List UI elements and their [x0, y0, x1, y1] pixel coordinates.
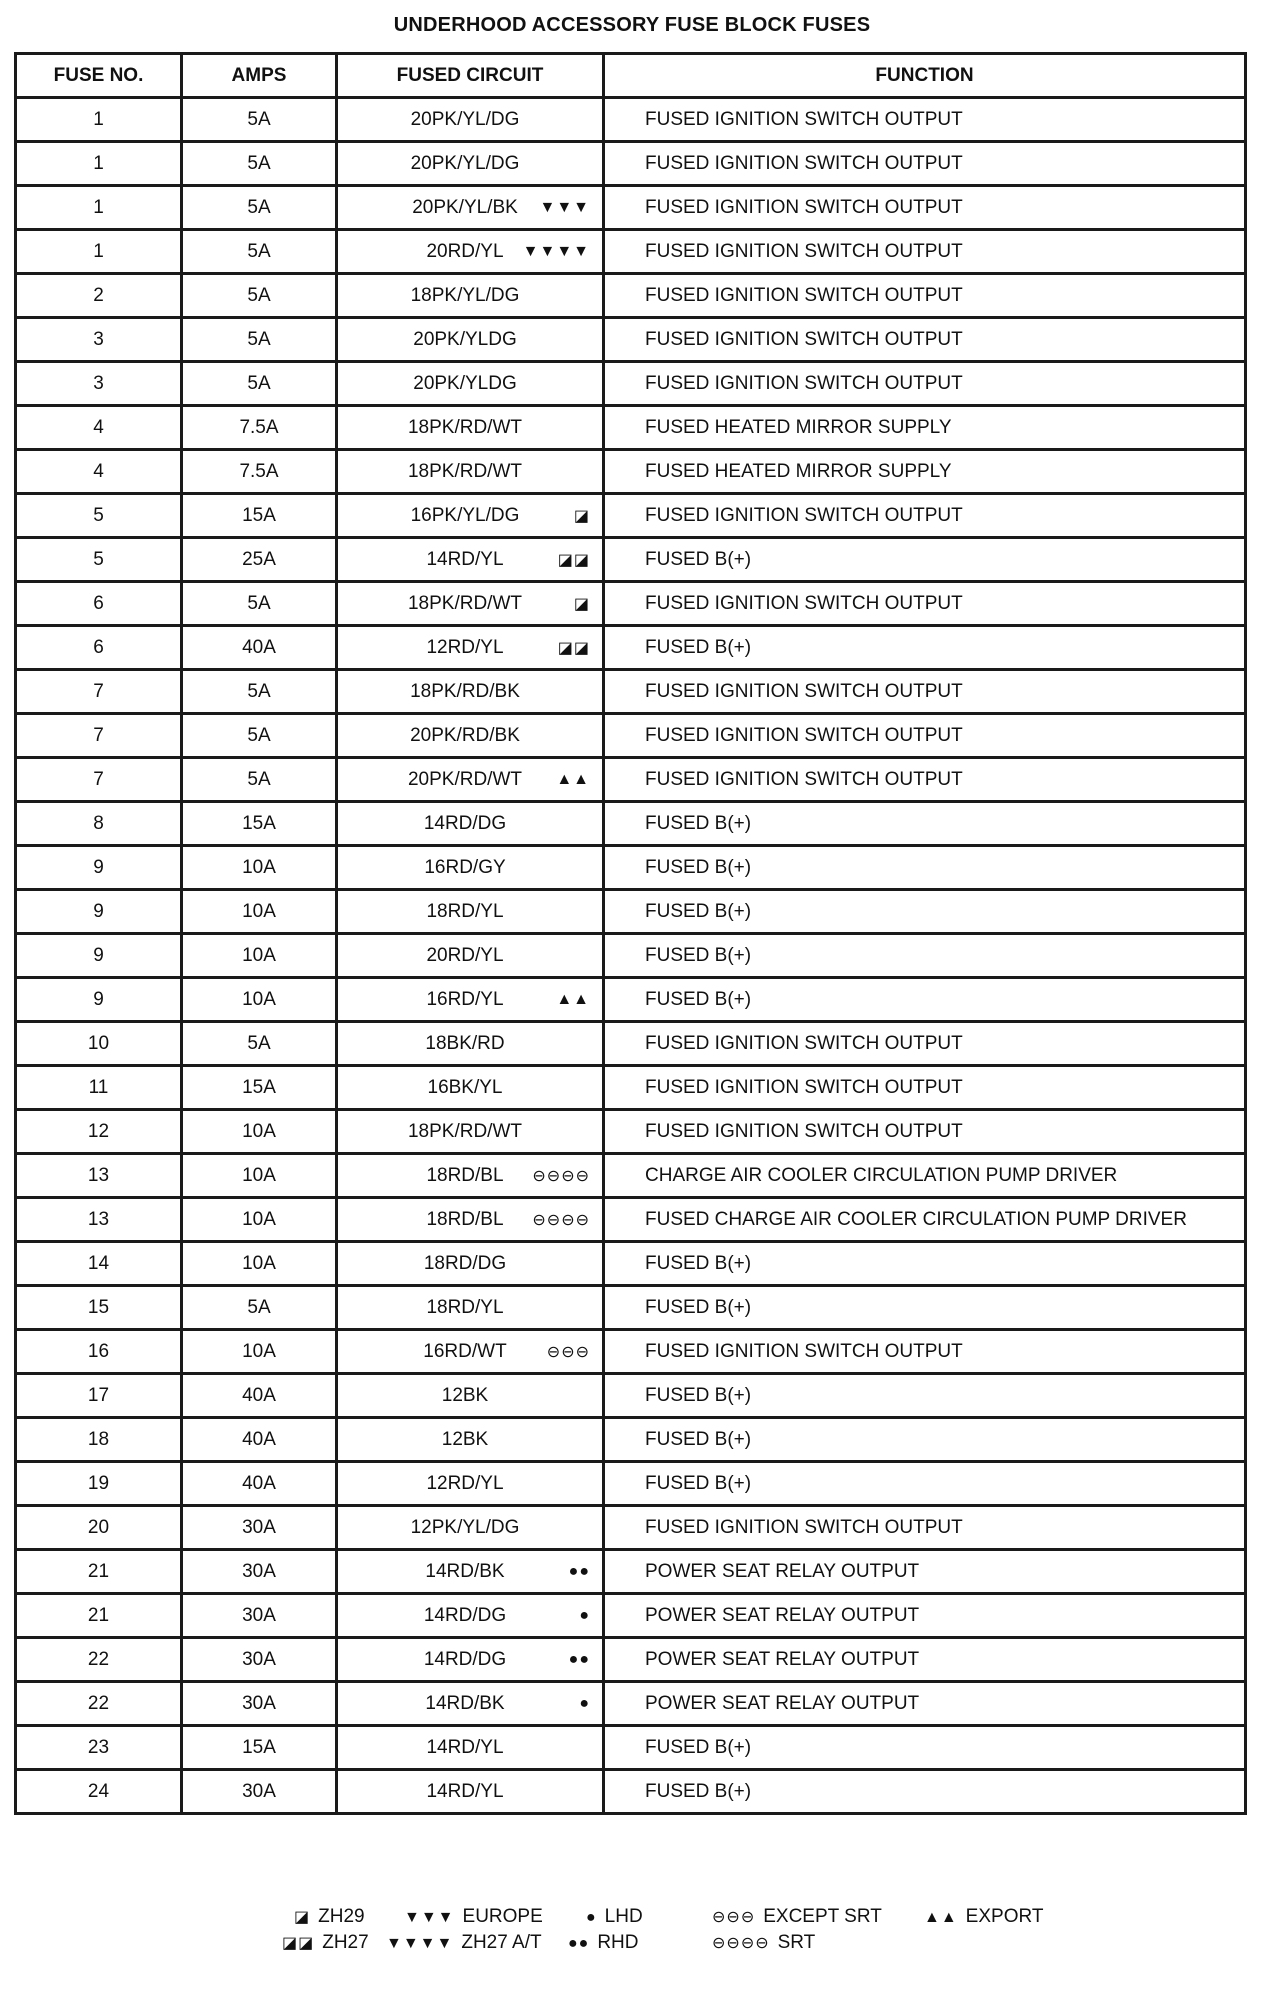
- fuse-number-cell: 11: [16, 1066, 182, 1110]
- fuse-number-cell: 7: [16, 758, 182, 802]
- table-row: [16, 1154, 1246, 1198]
- amps-cell: 10A: [182, 978, 337, 1022]
- table-row: [16, 362, 1246, 406]
- fuse-number-cell: 3: [16, 318, 182, 362]
- legend-symbol-icon: ●: [586, 1909, 597, 1926]
- table-row: [16, 1550, 1246, 1594]
- fuse-number-cell: 4: [16, 406, 182, 450]
- variant-marker-icon: ◪: [573, 595, 590, 613]
- fuse-number-cell: 5: [16, 538, 182, 582]
- fused-circuit-cell: [337, 274, 604, 318]
- fuse-number-cell: 6: [16, 582, 182, 626]
- fused-circuit-text: 12RD/YL: [426, 1472, 504, 1494]
- table-row: [16, 1374, 1246, 1418]
- function-cell: FUSED IGNITION SWITCH OUTPUT: [604, 1110, 1246, 1154]
- function-cell: POWER SEAT RELAY OUTPUT: [604, 1638, 1246, 1682]
- fused-circuit-text: 20PK/YL/DG: [410, 108, 520, 130]
- function-cell: FUSED B(+): [604, 1374, 1246, 1418]
- fused-circuit-text: 20PK/RD/WT: [407, 768, 523, 790]
- fused-circuit-cell: [337, 1066, 604, 1110]
- amps-cell: 5A: [182, 230, 337, 274]
- fused-circuit-cell: [337, 802, 604, 846]
- fuse-number-cell: 22: [16, 1638, 182, 1682]
- fused-circuit-cell: [337, 1154, 604, 1198]
- function-cell: FUSED IGNITION SWITCH OUTPUT: [604, 1506, 1246, 1550]
- fused-circuit-cell: [337, 582, 604, 626]
- function-cell: FUSED IGNITION SWITCH OUTPUT: [604, 1330, 1246, 1374]
- function-cell: FUSED IGNITION SWITCH OUTPUT: [604, 274, 1246, 318]
- legend-label: ZH29: [318, 1906, 365, 1927]
- fuse-number-cell: 20: [16, 1506, 182, 1550]
- header-function: FUNCTION: [604, 54, 1246, 98]
- fuse-number-cell: 9: [16, 890, 182, 934]
- function-cell: FUSED IGNITION SWITCH OUTPUT: [604, 186, 1246, 230]
- legend-item: [586, 1906, 643, 1928]
- fused-circuit-text: 20RD/YL: [426, 944, 504, 966]
- amps-cell: 5A: [182, 758, 337, 802]
- fuse-number-cell: 8: [16, 802, 182, 846]
- legend-symbol-icon: ⊖⊖⊖: [712, 1909, 756, 1926]
- fused-circuit-cell: [337, 1594, 604, 1638]
- table-row: [16, 538, 1246, 582]
- fused-circuit-cell: [337, 978, 604, 1022]
- function-cell: FUSED IGNITION SWITCH OUTPUT: [604, 670, 1246, 714]
- fused-circuit-text: 18PK/RD/WT: [407, 592, 523, 614]
- header-amps: AMPS: [182, 54, 337, 98]
- function-cell: FUSED IGNITION SWITCH OUTPUT: [604, 1022, 1246, 1066]
- table-row: [16, 274, 1246, 318]
- amps-cell: 10A: [182, 934, 337, 978]
- fuse-number-cell: 22: [16, 1682, 182, 1726]
- fuse-number-cell: 15: [16, 1286, 182, 1330]
- table-row: [16, 978, 1246, 1022]
- table-row: [16, 1682, 1246, 1726]
- table-row: [16, 406, 1246, 450]
- function-cell: FUSED IGNITION SWITCH OUTPUT: [604, 318, 1246, 362]
- variant-marker-icon: ◪◪: [557, 639, 590, 657]
- table-row: [16, 758, 1246, 802]
- table-row: [16, 802, 1246, 846]
- table-row: [16, 1594, 1246, 1638]
- fuse-number-cell: 13: [16, 1198, 182, 1242]
- legend-item: [712, 1932, 815, 1954]
- fuse-number-cell: 14: [16, 1242, 182, 1286]
- legend-symbol-icon: ▼▼▼: [404, 1909, 455, 1926]
- fused-circuit-cell: [337, 714, 604, 758]
- table-row: [16, 318, 1246, 362]
- fused-circuit-text: 20PK/YLDG: [413, 372, 517, 394]
- variant-marker-icon: ▼▼▼: [539, 198, 590, 216]
- fused-circuit-cell: [337, 494, 604, 538]
- legend-label: ZH27: [322, 1932, 369, 1953]
- legend-label: SRT: [777, 1932, 816, 1953]
- function-cell: FUSED IGNITION SWITCH OUTPUT: [604, 1066, 1246, 1110]
- function-cell: FUSED B(+): [604, 1242, 1246, 1286]
- function-cell: POWER SEAT RELAY OUTPUT: [604, 1594, 1246, 1638]
- fused-circuit-text: 18PK/RD/WT: [407, 416, 523, 438]
- amps-cell: 40A: [182, 626, 337, 670]
- fused-circuit-text: 14RD/YL: [426, 1780, 504, 1802]
- fuse-number-cell: 1: [16, 186, 182, 230]
- amps-cell: 5A: [182, 1022, 337, 1066]
- fused-circuit-cell: [337, 406, 604, 450]
- fused-circuit-text: 18RD/DG: [423, 1252, 507, 1274]
- function-cell: FUSED B(+): [604, 538, 1246, 582]
- table-row: [16, 1506, 1246, 1550]
- legend-symbol-icon: ▲▲: [924, 1909, 958, 1926]
- amps-cell: 10A: [182, 1110, 337, 1154]
- fuse-number-cell: 7: [16, 670, 182, 714]
- function-cell: FUSED B(+): [604, 934, 1246, 978]
- fused-circuit-text: 18RD/BL: [426, 1208, 504, 1230]
- fused-circuit-text: 12BK: [441, 1384, 489, 1406]
- fused-circuit-cell: [337, 1418, 604, 1462]
- table-row: [16, 494, 1246, 538]
- fused-circuit-text: 16PK/YL/DG: [410, 504, 520, 526]
- fused-circuit-cell: [337, 890, 604, 934]
- function-cell: FUSED B(+): [604, 626, 1246, 670]
- variant-marker-icon: ▲▲: [556, 770, 590, 788]
- fused-circuit-cell: [337, 1550, 604, 1594]
- fused-circuit-cell: [337, 670, 604, 714]
- legend: [0, 1906, 1264, 1986]
- fuse-table: [14, 52, 1247, 1815]
- amps-cell: 10A: [182, 1198, 337, 1242]
- amps-cell: 5A: [182, 142, 337, 186]
- page-title: UNDERHOOD ACCESSORY FUSE BLOCK FUSES: [393, 14, 871, 36]
- amps-cell: 10A: [182, 1330, 337, 1374]
- amps-cell: 5A: [182, 714, 337, 758]
- function-cell: FUSED HEATED MIRROR SUPPLY: [604, 450, 1246, 494]
- fused-circuit-text: 20PK/RD/BK: [410, 724, 520, 746]
- table-row: [16, 714, 1246, 758]
- legend-item: [568, 1932, 639, 1954]
- function-cell: FUSED IGNITION SWITCH OUTPUT: [604, 494, 1246, 538]
- function-cell: FUSED B(+): [604, 978, 1246, 1022]
- amps-cell: 5A: [182, 318, 337, 362]
- fused-circuit-text: 14RD/DG: [423, 812, 507, 834]
- fused-circuit-cell: [337, 1242, 604, 1286]
- fused-circuit-cell: [337, 230, 604, 274]
- fuse-number-cell: 1: [16, 98, 182, 142]
- fused-circuit-cell: [337, 758, 604, 802]
- table-row: [16, 1110, 1246, 1154]
- fused-circuit-cell: [337, 1330, 604, 1374]
- table-row: [16, 670, 1246, 714]
- fuse-number-cell: 9: [16, 978, 182, 1022]
- legend-symbol-icon: ◪: [294, 1909, 311, 1926]
- function-cell: FUSED B(+): [604, 802, 1246, 846]
- fuse-number-cell: 1: [16, 142, 182, 186]
- amps-cell: 30A: [182, 1682, 337, 1726]
- fused-circuit-text: 12RD/YL: [426, 636, 504, 658]
- legend-symbol-icon: ◪◪: [282, 1935, 315, 1952]
- amps-cell: 30A: [182, 1506, 337, 1550]
- amps-cell: 10A: [182, 890, 337, 934]
- fused-circuit-text: 18PK/RD/WT: [407, 1120, 523, 1142]
- table-row: [16, 1242, 1246, 1286]
- function-cell: FUSED B(+): [604, 1286, 1246, 1330]
- legend-label: ZH27 A/T: [461, 1932, 542, 1953]
- fused-circuit-text: 14RD/DG: [423, 1648, 507, 1670]
- function-cell: CHARGE AIR COOLER CIRCULATION PUMP DRIVER: [604, 1154, 1246, 1198]
- fused-circuit-text: 18PK/YL/DG: [410, 284, 520, 306]
- table-row: [16, 1022, 1246, 1066]
- amps-cell: 5A: [182, 274, 337, 318]
- fused-circuit-cell: [337, 538, 604, 582]
- table-row: [16, 1418, 1246, 1462]
- fuse-number-cell: 10: [16, 1022, 182, 1066]
- table-row: [16, 626, 1246, 670]
- table-row: [16, 142, 1246, 186]
- amps-cell: 7.5A: [182, 450, 337, 494]
- legend-item: [294, 1906, 365, 1928]
- amps-cell: 5A: [182, 362, 337, 406]
- fuse-number-cell: 9: [16, 846, 182, 890]
- table-row: [16, 1462, 1246, 1506]
- variant-marker-icon: ⊖⊖⊖⊖: [532, 1167, 590, 1185]
- fused-circuit-text: 20PK/YLDG: [413, 328, 517, 350]
- variant-marker-icon: ●: [579, 1694, 590, 1712]
- fuse-number-cell: 19: [16, 1462, 182, 1506]
- fused-circuit-text: 20PK/YL/DG: [410, 152, 520, 174]
- fused-circuit-cell: [337, 186, 604, 230]
- function-cell: FUSED HEATED MIRROR SUPPLY: [604, 406, 1246, 450]
- fused-circuit-cell: [337, 1198, 604, 1242]
- amps-cell: 40A: [182, 1418, 337, 1462]
- amps-cell: 5A: [182, 582, 337, 626]
- fused-circuit-cell: [337, 1374, 604, 1418]
- table-row: [16, 846, 1246, 890]
- legend-label: EXPORT: [965, 1906, 1044, 1927]
- fused-circuit-text: 12PK/YL/DG: [410, 1516, 520, 1538]
- fused-circuit-cell: [337, 1286, 604, 1330]
- fused-circuit-cell: [337, 98, 604, 142]
- fused-circuit-text: 16BK/YL: [427, 1076, 503, 1098]
- table-row: [16, 230, 1246, 274]
- fuse-number-cell: 5: [16, 494, 182, 538]
- function-cell: FUSED B(+): [604, 890, 1246, 934]
- amps-cell: 7.5A: [182, 406, 337, 450]
- variant-marker-icon: ●●: [568, 1562, 590, 1580]
- fused-circuit-text: 18RD/YL: [426, 1296, 504, 1318]
- function-cell: POWER SEAT RELAY OUTPUT: [604, 1550, 1246, 1594]
- table-header-row: [16, 54, 1246, 98]
- fuse-number-cell: 17: [16, 1374, 182, 1418]
- table-row: [16, 1286, 1246, 1330]
- amps-cell: 5A: [182, 670, 337, 714]
- table-row: [16, 1198, 1246, 1242]
- fuse-number-cell: 9: [16, 934, 182, 978]
- function-cell: FUSED IGNITION SWITCH OUTPUT: [604, 230, 1246, 274]
- amps-cell: 40A: [182, 1374, 337, 1418]
- table-row: [16, 1726, 1246, 1770]
- variant-marker-icon: ⊖⊖⊖⊖: [532, 1211, 590, 1229]
- fused-circuit-cell: [337, 1770, 604, 1814]
- amps-cell: 15A: [182, 802, 337, 846]
- legend-item: [712, 1906, 882, 1928]
- fused-circuit-cell: [337, 362, 604, 406]
- variant-marker-icon: ◪◪: [557, 551, 590, 569]
- amps-cell: 30A: [182, 1770, 337, 1814]
- variant-marker-icon: ◪: [573, 507, 590, 525]
- fused-circuit-cell: [337, 1726, 604, 1770]
- legend-symbol-icon: ⊖⊖⊖⊖: [712, 1935, 770, 1952]
- fused-circuit-text: 16RD/WT: [423, 1340, 507, 1362]
- function-cell: FUSED IGNITION SWITCH OUTPUT: [604, 758, 1246, 802]
- table-row: [16, 582, 1246, 626]
- fused-circuit-cell: [337, 1506, 604, 1550]
- fuse-number-cell: 16: [16, 1330, 182, 1374]
- table-row: [16, 1066, 1246, 1110]
- fused-circuit-text: 14RD/BK: [425, 1560, 505, 1582]
- table-row: [16, 1638, 1246, 1682]
- fused-circuit-text: 20RD/YL: [426, 240, 504, 262]
- amps-cell: 30A: [182, 1594, 337, 1638]
- fuse-number-cell: 6: [16, 626, 182, 670]
- fuse-number-cell: 12: [16, 1110, 182, 1154]
- fused-circuit-text: 18PK/RD/BK: [410, 680, 520, 702]
- amps-cell: 5A: [182, 1286, 337, 1330]
- fused-circuit-cell: [337, 1638, 604, 1682]
- table-row: [16, 450, 1246, 494]
- amps-cell: 30A: [182, 1550, 337, 1594]
- legend-item: [282, 1932, 369, 1954]
- variant-marker-icon: ●●: [568, 1650, 590, 1668]
- table-row: [16, 934, 1246, 978]
- fuse-number-cell: 2: [16, 274, 182, 318]
- table-row: [16, 1330, 1246, 1374]
- function-cell: FUSED B(+): [604, 846, 1246, 890]
- fused-circuit-text: 16RD/YL: [426, 988, 504, 1010]
- table-row: [16, 98, 1246, 142]
- header-fuse-no: FUSE NO.: [16, 54, 182, 98]
- amps-cell: 15A: [182, 1066, 337, 1110]
- function-cell: FUSED IGNITION SWITCH OUTPUT: [604, 362, 1246, 406]
- fused-circuit-cell: [337, 1110, 604, 1154]
- fused-circuit-cell: [337, 318, 604, 362]
- fuse-number-cell: 21: [16, 1594, 182, 1638]
- table-row: [16, 1770, 1246, 1814]
- fuse-number-cell: 3: [16, 362, 182, 406]
- fused-circuit-text: 14RD/DG: [423, 1604, 507, 1626]
- fused-circuit-cell: [337, 934, 604, 978]
- legend-item: [386, 1932, 542, 1954]
- function-cell: FUSED IGNITION SWITCH OUTPUT: [604, 714, 1246, 758]
- fused-circuit-cell: [337, 1462, 604, 1506]
- fused-circuit-text: 18RD/BL: [426, 1164, 504, 1186]
- fused-circuit-cell: [337, 142, 604, 186]
- fused-circuit-cell: [337, 1682, 604, 1726]
- function-cell: POWER SEAT RELAY OUTPUT: [604, 1682, 1246, 1726]
- fused-circuit-text: 20PK/YL/BK: [412, 196, 518, 218]
- legend-item: [404, 1906, 543, 1928]
- amps-cell: 10A: [182, 846, 337, 890]
- variant-marker-icon: ●: [579, 1606, 590, 1624]
- function-cell: FUSED B(+): [604, 1770, 1246, 1814]
- amps-cell: 15A: [182, 1726, 337, 1770]
- fuse-number-cell: 1: [16, 230, 182, 274]
- fuse-number-cell: 18: [16, 1418, 182, 1462]
- fused-circuit-text: 14RD/YL: [426, 1736, 504, 1758]
- amps-cell: 10A: [182, 1242, 337, 1286]
- fuse-number-cell: 4: [16, 450, 182, 494]
- fused-circuit-cell: [337, 1022, 604, 1066]
- legend-symbol-icon: ▼▼▼▼: [386, 1935, 454, 1952]
- legend-label: EUROPE: [462, 1906, 543, 1927]
- fused-circuit-text: 18PK/RD/WT: [407, 460, 523, 482]
- fuse-number-cell: 7: [16, 714, 182, 758]
- fuse-number-cell: 24: [16, 1770, 182, 1814]
- amps-cell: 5A: [182, 98, 337, 142]
- function-cell: FUSED B(+): [604, 1462, 1246, 1506]
- amps-cell: 25A: [182, 538, 337, 582]
- legend-symbol-icon: ●●: [568, 1935, 590, 1952]
- fuse-number-cell: 21: [16, 1550, 182, 1594]
- amps-cell: 15A: [182, 494, 337, 538]
- fused-circuit-cell: [337, 626, 604, 670]
- amps-cell: 40A: [182, 1462, 337, 1506]
- variant-marker-icon: ⊖⊖⊖: [546, 1343, 590, 1361]
- table-row: [16, 890, 1246, 934]
- function-cell: FUSED IGNITION SWITCH OUTPUT: [604, 582, 1246, 626]
- legend-label: LHD: [604, 1906, 643, 1927]
- variant-marker-icon: ▼▼▼▼: [522, 242, 590, 260]
- fused-circuit-text: 18RD/YL: [426, 900, 504, 922]
- header-fused-circuit: FUSED CIRCUIT: [337, 54, 604, 98]
- fused-circuit-cell: [337, 450, 604, 494]
- variant-marker-icon: ▲▲: [556, 990, 590, 1008]
- fused-circuit-cell: [337, 846, 604, 890]
- legend-item: [924, 1906, 1043, 1928]
- legend-label: RHD: [597, 1932, 639, 1953]
- fused-circuit-text: 14RD/BK: [425, 1692, 505, 1714]
- function-cell: FUSED IGNITION SWITCH OUTPUT: [604, 98, 1246, 142]
- fused-circuit-text: 12BK: [441, 1428, 489, 1450]
- fuse-number-cell: 13: [16, 1154, 182, 1198]
- function-cell: FUSED IGNITION SWITCH OUTPUT: [604, 142, 1246, 186]
- table-row: [16, 186, 1246, 230]
- amps-cell: 30A: [182, 1638, 337, 1682]
- fuse-number-cell: 23: [16, 1726, 182, 1770]
- amps-cell: 10A: [182, 1154, 337, 1198]
- function-cell: FUSED CHARGE AIR COOLER CIRCULATION PUMP DRIVER: [604, 1198, 1246, 1242]
- function-cell: FUSED B(+): [604, 1418, 1246, 1462]
- fused-circuit-text: 18BK/RD: [425, 1032, 505, 1054]
- legend-label: EXCEPT SRT: [763, 1906, 882, 1927]
- function-cell: FUSED B(+): [604, 1726, 1246, 1770]
- fused-circuit-text: 16RD/GY: [424, 856, 506, 878]
- fused-circuit-text: 14RD/YL: [426, 548, 504, 570]
- amps-cell: 5A: [182, 186, 337, 230]
